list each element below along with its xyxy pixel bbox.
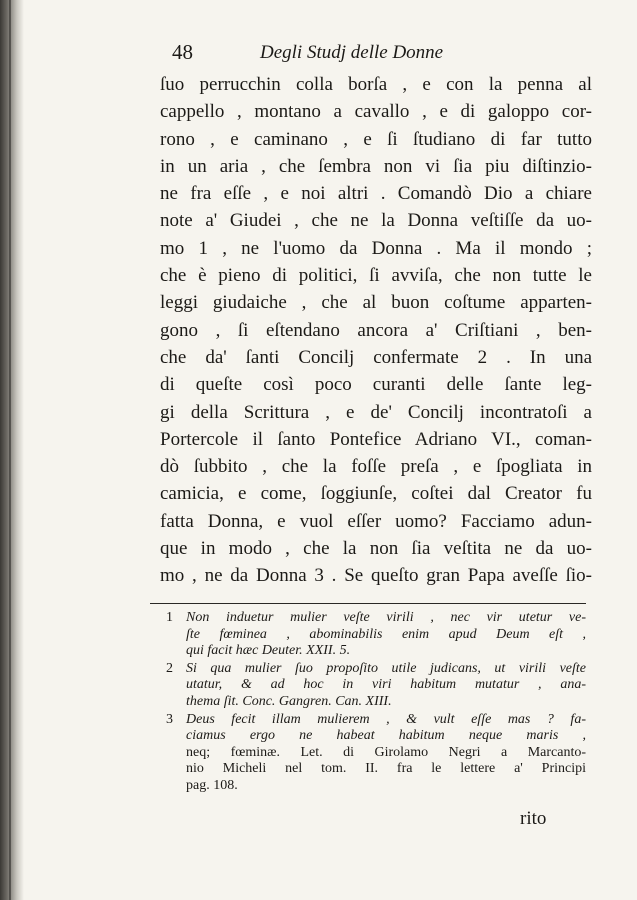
- footnote-line: pag. 108.: [186, 777, 238, 793]
- footnote-line: Non induetur mulier veſte virili , nec vir utetur ve-: [186, 610, 586, 625]
- footnote-line: Deus fecit illam mulierem , & vult eſſe mas ? fa-: [186, 711, 586, 727]
- footnote-line: ſte fœminea , abominabilis enim apud Deum eſt ,: [186, 626, 586, 642]
- text-line: ne fra eſſe , e noi altri . Comandò Dio a chiare: [160, 183, 592, 205]
- text-line: cappello , montano a cavallo , e di galoppo cor-: [160, 101, 592, 123]
- text-line: mo 1 , ne l'uomo da Donna . Ma il mondo ;: [160, 237, 592, 259]
- binding-gutter: [0, 0, 24, 900]
- footnote-2: [166, 661, 586, 711]
- footnote-mark: 3: [166, 711, 173, 727]
- text-line: dò ſubbito , che la foſſe preſa , e ſpogliata in: [160, 456, 592, 478]
- text-line: Portercole il ſanto Pontefice Adriano VI., coman-: [160, 428, 592, 450]
- footnote-line: qui facit hæc Deuter. XXII. 5.: [186, 643, 351, 659]
- footnote-line: neq; fœminæ. Let. di Girolamo Negri a Marcanto-: [186, 744, 586, 760]
- text-line: gono , ſi eſtendano ancora a' Criſtiani , ben-: [160, 319, 592, 341]
- footnote-mark: 1: [166, 610, 173, 625]
- main-text: [160, 71, 592, 590]
- text-line: in un aria , che ſembra non vi ſia piu diſtinzio-: [160, 155, 592, 177]
- running-title: Degli Studj delle Donne: [260, 42, 444, 63]
- footnote-line: Si qua mulier ſuo propoſito utile judicans, ut virili veſte: [186, 660, 586, 676]
- footnote-mark: 2: [166, 660, 173, 676]
- footnote-line: utatur, & ad hoc in viri habitum mutatur , ana-: [186, 677, 586, 693]
- footnote-line: nio Micheli nel tom. II. fra le lettere a' Principi: [186, 761, 586, 777]
- text-line: di queſte così poco curanti delle ſante leg-: [160, 374, 592, 396]
- text-line: camicia, e come, ſoggiunſe, coſtei dal Creator fu: [160, 483, 592, 505]
- text-line: che è pieno di politici, ſi avviſa, che non tutte le: [160, 265, 592, 287]
- footnote-1: [166, 610, 586, 660]
- footnote-line: thema ſit. Conc. Gangren. Can. XIII.: [186, 693, 392, 709]
- gutter-line: [9, 0, 11, 900]
- text-line: che da' ſanti Concilj confermate 2 . In una: [160, 346, 592, 368]
- text-line: rono , e caminano , e ſi ſtudiano di far tutto: [160, 128, 592, 150]
- text-line: leggi giudaiche , che al buon coſtume apparten-: [160, 292, 592, 314]
- text-line: ſuo perrucchin colla borſa , e con la penna al: [160, 74, 592, 95]
- text-line: note a' Giudei , che ne la Donna veſtiſſe da uo-: [160, 210, 592, 232]
- text-line: gi della Scrittura , e de' Concilj incontratoſi a: [160, 401, 592, 423]
- page-number: 48: [172, 40, 193, 64]
- text-line: fatta Donna, e vuol eſſer uomo? Facciamo adun-: [160, 510, 592, 532]
- text-line: mo , ne da Donna 3 . Se queſto gran Papa aveſſe ſio-: [160, 565, 592, 587]
- page-header: [172, 40, 592, 70]
- footnote-rule: [150, 603, 586, 604]
- catchword: rito: [520, 808, 547, 829]
- footnotes: [166, 610, 586, 796]
- footnote-line: ciamus ergo ne habeat habitum neque maris ,: [186, 728, 586, 744]
- footnote-3: [166, 712, 586, 795]
- text-line: que in modo , che la non ſia veſtita ne da uo-: [160, 538, 592, 560]
